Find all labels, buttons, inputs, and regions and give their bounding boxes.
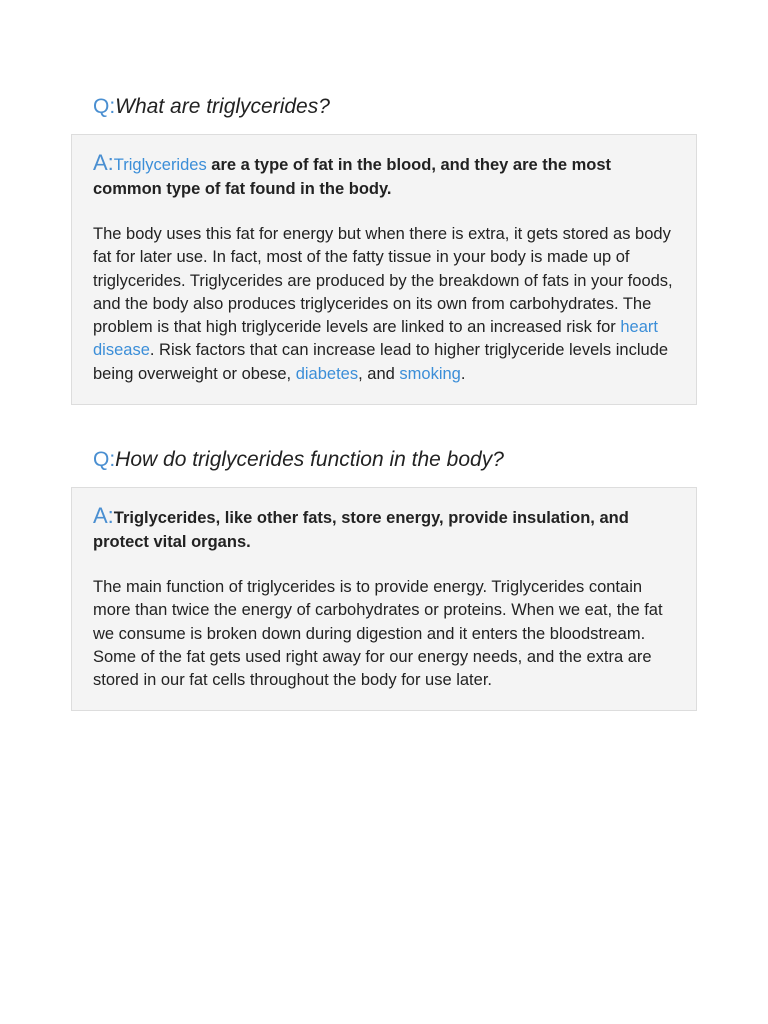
answer-box (71, 134, 697, 405)
question-text: What are triglycerides? (115, 95, 330, 118)
answer-marker: A: (93, 150, 114, 175)
answer-body-text: , and (358, 364, 400, 383)
answer-body-text: . (460, 364, 466, 383)
smoking-link[interactable]: smoking (399, 364, 461, 383)
answer-body-text: The body uses this fat for energy but when there is extra, it gets stored as body fat for later use. In fact, most of the fatty tissue in your body is made up of triglycerides. Triglycerides are produced by the breakdown of fats in your foods, and the body also produces triglycerides on its own from carbohydrates. The problem is that high triglyceride levels are linked to an increased risk for (93, 225, 673, 337)
answer-marker: A: (93, 503, 114, 528)
answer-lead-text: are a type of fat in the blood, and they are the most common type of fat found in the body. (93, 156, 612, 198)
question-text: How do triglycerides function in the body? (115, 448, 504, 471)
qa-section-2 (71, 445, 697, 711)
question-heading (93, 92, 697, 122)
triglycerides-link[interactable]: Triglycerides (113, 156, 207, 174)
answer-body: The main function of triglycerides is to provide energy. Triglycerides contain more than twice the energy of carbohydrates or proteins. When we eat, the fat we consume is broken down during digestion and it enters the bloodstream. Some of the fat gets used right away for our energy needs, and the extra are stored in our fat cells throughout the body for use later. (93, 578, 663, 690)
question-heading (93, 445, 697, 475)
answer-lead (93, 504, 676, 554)
qa-section-1 (71, 92, 697, 405)
answer-lead (93, 151, 676, 201)
answer-box (71, 487, 697, 711)
diabetes-link[interactable]: diabetes (295, 364, 359, 383)
question-marker: Q: (93, 448, 116, 471)
question-marker: Q: (93, 95, 116, 118)
answer-body (93, 223, 676, 386)
answer-body-text: . Risk factors that can increase lead to higher triglyceride levels include being overweight or obese, (93, 341, 669, 383)
heart-disease-link[interactable]: heart disease (93, 318, 658, 360)
answer-lead-text: Triglycerides, like other fats, store energy, provide insulation, and protect vital organs. (93, 509, 629, 551)
